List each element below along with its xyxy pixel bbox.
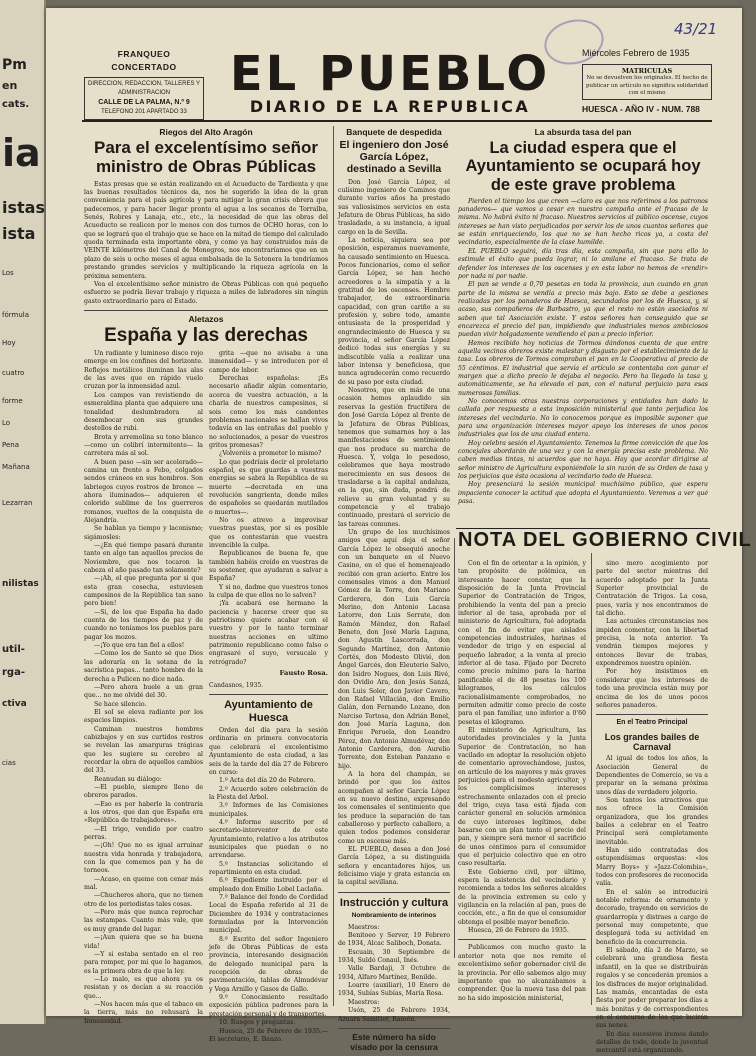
paragraph: Escuain, 30 Septiembre de 1934, Suldó Conaul, Inés. — [338, 948, 450, 965]
column-middle — [338, 126, 450, 1052]
stub-frag: Los — [2, 269, 14, 277]
stub-frag: nilistas — [2, 579, 39, 589]
paragraph: Vea el excelentísimo señor ministro de Obras Públicas con qué pequeño esfuerzo se podría llevar trabajo y riqueza a miles de labradores sin ningún gasto extraordinario para el Estado. — [84, 280, 328, 305]
paragraph: —Eso es por haberle la contraria a los otros, que dan que España era «República de trabajadores». — [84, 800, 203, 825]
article-body — [458, 198, 708, 507]
paragraph: Lo que podríais decir el proletario español, es que guardas a vuestras energías se sabrá la República de su muerte —decretada en una revolución sangrienta, donde miles de españoles se quedarán mutilados o muertos—. — [209, 458, 328, 516]
issue-date: Miércoles Febrero de 1935 — [582, 48, 690, 58]
kicker: Aletazos — [188, 313, 224, 324]
paragraph: Estas presas que se están realizando en el Acueducto de Tardienta y que las buenas resultados técnicos da, nos he sugerido la idea de la gran conveniencia para el país agrícola y para mitigar la gran crisis obrera que padecemos, y para hacer llegar pronto el agua a los secanos de Torralba, Senés, Robres y Lanaja, etc., etc., la necesidad de que las obras del Acueducto se realicen por lo menos con dos turnos de OCHO horas, con lo que se logrará que el trabajo que se hace en la mitad de tiempo del calculado queda terminada esta importante obra, y como ya hay construidos más de VEINTE kilómetros del Canal de Monegros, nos encontraríamos que en un plazo de seis u ocho meses el agua embalsada de la Sotonera la tendríamos prestando grandes servicios y multiplicando la riqueza agrícola en la próxima sementera. — [84, 180, 328, 280]
paragraph: El pan se vende a 0,70 pesetas en toda la provincia, aun cuando en gran parte de la misma se vendía a precio más bajo. Esto se debe a gestiones realizadas por los panaderos de Huesca, secundados por los de Huesca, y, si acaso, sus compañeros de Barbastro, ya que el resto no están asociados ni saben que tal Asociación existe. Y estos señores han conseguido que se encarezca el precio del pan, impidiendo que industriales menos ambiciosos puedan vivir holgadamente vendiendo el pan a precio inferior. — [458, 281, 708, 339]
paragraph: Los campos van revistiendo de esmeraldina planta que adquiere una tonalidad deslumbradora al desembocar con sus grandes destellos de rubí. — [84, 391, 203, 433]
paragraph: 7.º Balance del fondo de Cordidad Local de España referido al 31 de Diciembre de 1934 y contrataciones formuladas por la Intervención municipal. — [209, 894, 328, 935]
newspaper-page — [46, 8, 752, 1055]
paragraph: 3.º Informes de las Comisiones municipales. — [209, 802, 328, 818]
headline: España y las derechas — [104, 325, 308, 347]
paragraph: En días sucesivos iremos dando detalles de todo, donde la juventud mercantil está organizando. — [596, 1030, 708, 1055]
paragraph: Benitoeo y Server, 19 Febrero de 1934, Alcac Saliboch, Donata. — [338, 932, 450, 948]
paragraph: 6.º Expediente instruido por el empleado don Emilio Lobel Laclaña. — [209, 877, 328, 893]
paragraph: A la hora del champán, se brindó por que los éxitos acompañen al señor García López en su nuevo destino, expresando los comensales el sentimiento que les produce la separación de tan caballeroso y perfecto caballero, a quien todos podemos considerar como un oscense más. — [338, 770, 450, 845]
adjacent-page-stub — [0, 0, 46, 1024]
stub-frag: ista — [2, 224, 36, 243]
paragraph: No conocemos otras nuestras corporaciones y entidades han dado la callada por respuesta a esta imposición ministerial que tanto perjudica los intereses del vecindario. No lo conocemos porque es imposible suponer que para una organización intereses mayor apoyo los intereses de unos pocos industriales que los de una ciudad entera. — [458, 398, 708, 439]
paragraph: —El pueblo, siempre lleno de obreros parados. — [84, 783, 203, 800]
paragraph: Republicanos de buena fe, que también habéis creído en vuestras de su sostener, que ayudaran a salvar a España? — [209, 550, 328, 583]
stub-frag: cats. — [2, 99, 30, 110]
paragraph: Valle Bardaji, 3 Octubre de 1934, Alfaro Martínez, Benilde. — [338, 965, 450, 981]
paragraph: Este Gobierno civil, por último, espera la asistencia del vecindario y recomienda a todos los señores alcaldes de la provincia extremen su celo y vigilancia en la relación al pan, pues de cocción, etc., a fin de que el consumidor obtenga el posible mayor beneficio. — [458, 868, 586, 926]
censorship-notice: Este número ha sido visado por la censura — [350, 1031, 438, 1052]
kicker: Riegos del Alto Aragón — [159, 127, 253, 137]
stub-frag: forme — [2, 397, 23, 405]
notice-box — [582, 64, 712, 100]
paragraph: Las actuales circunstancias nos impiden comentar, con la libertad precisa, la nota anterior. Ya vendrán tiempos mejores y entonces llevar de trabas, expondremos nuestra opinión. — [596, 618, 708, 668]
headline: La ciudad espera que el Ayuntamiento se ocupará hoy de este grave problema — [465, 139, 701, 194]
paragraph: Usón, 25 de Febrero 1934, Azuara Samitier, Ramón. — [338, 1007, 450, 1023]
paragraph: —Pero ahora huele a un gran que... no me olvidé del 30. — [84, 683, 203, 700]
subcolumn — [84, 350, 203, 1030]
paragraph: 8.º Escrito del señor Ingeniero jefe de Obras Públicas de esta provincia, interesando designación de delegado municipal para la recepción de obras de pavimentación, tablas de Almudévar y Vega Arnillo y Gasos de Gallo. — [209, 935, 328, 993]
newspaper-subtitle: DIARIO DE LA REPUBLICA — [249, 97, 531, 116]
masthead — [46, 8, 742, 120]
paragraph: —¡Ah, el que pregunta por si que esta gran cosecha, estuviesen campesinos de la República tan sano pero bien! — [84, 575, 203, 608]
paragraph: El ministerio de Agricultura, las autoridades provinciales y la Junta Superior de Contratación, no han vacilado en adoptar la resolución objeto de comentario aprovechándose, justos, en artículo de los mayores y más graves perjuicios para el modesto agricultor, y los complicísimos intereses estrechamente enlazados con el precio del trigo, cuya tasa está fijada con carácter general en solución armónica de cuyo intereses legítimos, debe basarse con un plan tanto el precio del pan, y siempre será menor el sacrificio de unos céntimos para el consumidor que el perjuicio colectivo que en otro caso resultaría. — [458, 726, 586, 868]
stub-frag: en — [2, 79, 18, 92]
headline: Instrucción y cultura — [339, 896, 449, 909]
masthead-right-info — [582, 48, 712, 114]
stub-frag: Mañana — [2, 463, 30, 471]
dateline: Candasnos, 1935. — [209, 681, 264, 689]
paragraph: Son tantos los atractivos que nos ofrece la Comisión organizadora, que los grandes bailes a celebrar en el Teatro Principal será completamente inevitable. — [596, 796, 708, 846]
paragraph: —¡Yo que era tan fiel a ellos! — [94, 642, 185, 650]
paragraph: Se hablan ya tiempo y laconismo; sigámosles: — [84, 525, 203, 541]
paragraph: Nosotros, que en más de una ocasión hemos aplaudido sin reservas la gestión fructífera de don José García López al frente de la Jefatura de Obras Públicas, tenemos que sumarnos hoy a las manifestaciones de sentimiento que nos produce su marcha de Huesca. Y, volga lo pesedoso, celebramos que haya mostrado merecimiento en sus deseos de trasladarse a la capital andaluza, en la que, sin duda, pondrá de relieve su gran voluntad y su competencia y el trabajo continuado, prestará el servicio de las tareas comunes. — [338, 387, 450, 528]
column-divider — [333, 126, 334, 1006]
address-line: ADMINISTRACION — [117, 89, 170, 96]
paragraph: Reanudan su diálogo: — [94, 775, 162, 783]
article-columns — [84, 350, 328, 1043]
paragraph: —Nos hacen más que el tabaco en la tierra, más no rehusará la Inmensidad. — [84, 1000, 203, 1025]
paragraph: —Chucheros ahora, que no tienen otro de los periodistas tales cosas. — [84, 892, 203, 908]
column-right-top — [458, 126, 708, 538]
column-divider — [591, 553, 592, 1005]
handwritten-number: 43/21 — [674, 20, 718, 38]
stub-frag: istas — [2, 198, 45, 217]
divider — [209, 694, 328, 695]
paragraph: ¡Ya acabará ese hermano la paciencia y hacerse creer que su patriotismo quiere acabar con el vuestro y por lo tanto terminar nuestras acciones en ultimo patrimonio republicano como falso o engrasaré el suyo, versucale y retrógrado? — [209, 600, 328, 666]
column-divider — [454, 538, 455, 958]
paragraph: La noticia, siquiera sea por oposición, esperamos nuevamente, ha causado sentimiento en Huesca. Pocos funcionarios, como el señor García López, se han hecho acreedores a la simpatía y a la gratitud de los oscenses. Hombre trabajador, de extraordinaria capacidad, con gran cariño a su profesión y, sobre todo, amante entusiasta de la prosperidad y engrandecimiento de Huesca y su provincia, el señor García López dedicó todas sus energías y su indiscutible valía a realizar una labor intensa y beneficiosa, que nunca agradecerán como recuerdo de su paso por esta ciudad. — [338, 236, 450, 386]
paragraph: Y si no, dadme que vuestros tonos la culpa de que ellos no lo salven? — [209, 583, 328, 600]
paragraph: Orden del día para la sesión ordinaria en primera convocatoria que celebrará el excelentísimo Ayuntamiento de esta ciudad, a las seis de la tarde del día 27 de Febrero en curso: — [209, 727, 328, 776]
paragraph: —Como los de Santo sé que Dios las adoraría en la sotana de la sacrística papas... tanto hombre de la derecha a Pulicen no dice nada. — [84, 650, 203, 683]
paragraph: grita —que no avisaba a una inmensidad— y se introducen por el campo de labor. — [209, 350, 328, 374]
paragraph: Huesca, 26 de Febrero de 1935. — [468, 927, 569, 935]
headline: Los grandes bailes de Carnaval — [604, 731, 700, 752]
paragraph: Maestros: — [348, 923, 380, 931]
paragraph: El sol se eleva radiante por los espacios limpios. — [84, 708, 203, 725]
divider — [458, 939, 586, 940]
stub-frag: util- — [2, 644, 25, 655]
paragraph: EL PUEBLO, desea a don José García López, a su distinguida señora y encantadores hijos, un felicísimo viaje y grata estancia en la capital sevillana. — [338, 846, 450, 887]
paragraph: Brota y arremolina su tono blanco —como un colibrí intermitente— la carretera más al sol. — [84, 433, 203, 458]
stub-frag: Pm — [2, 57, 27, 73]
headline: Para el excelentísimo señor ministro de Obras Públicas — [94, 138, 318, 177]
paragraph: 4.º Informe suscrito por el secretario-interventor de este Ayuntamiento, relativo a los atributos municipales que puedan o no arrendarse. — [209, 818, 328, 860]
address-box — [84, 77, 204, 121]
paragraph: Al igual de todos los años, la Asociación General de Dependientes de Comercio, se va a preparar en la semana próxima unos días de verdadero jolgorio. — [596, 755, 708, 796]
paragraph: —Si, de los que España ha dado cuenta de los tiempos de paz y de cuando no teníamos los pueblos para pagar los mozos. — [84, 608, 203, 641]
headline: NOTA DEL GOBIERNO CIVIL — [458, 529, 752, 551]
stub-frag: rga- — [2, 667, 25, 678]
signature: Fausto Rosa. — [279, 669, 328, 678]
stub-frag: Pena — [2, 441, 20, 449]
paragraph: 1.º Acta del día 20 de Febrero. — [219, 777, 316, 785]
paragraph: A buen paso —sin ser acelerado— camina un frente a Febo, colgados sendos cráneos en sus hombros. Son labriegos cuyos rostros de bronce —ahora iluminados— adquieren el colorido sublime de los guerreros romanos, vueltos de la conquista de Alejandría. — [84, 458, 203, 524]
gobierno-title-box — [458, 529, 752, 556]
paragraph: Caminan nuestros hombres cabizbajos y en sus curtidos rostros se revelan las amarguras trágicas que les sugiere su cerebro al recordar la obra de aquellos cambios del 33. — [84, 725, 203, 775]
stub-frag: cias — [2, 759, 16, 767]
kicker: En el Teatro Principal — [616, 719, 688, 727]
paragraph: 10. Ruegos y preguntas. — [219, 1019, 296, 1027]
paragraph: —El trigo, vendido por cuatro perras. — [84, 825, 203, 842]
paragraph: Don José García López, el culísimo ingeniero de Caminos que durante varios años ha prestado sus valiosísimos servicios en esta Jefatura de Obras Públicas, ha sido trasladado, a su instancia, a igual cargo en la de Sevilla. — [338, 178, 450, 236]
stub-frag: ctiva — [2, 699, 27, 709]
paragraph: Hemos recibido hoy noticias de Tormos dándonos cuenta de que entre aquella vecinos obreros existe malestar y disgusto por el establecimiento de la tasa. Los obreros de Tormos compraban el pan en la Cooperativa al precio de 55 céntimos. El industrial que servía el artículo se contentaba con ganar el margen que a dicho precio le dejaba el negocio. Pero ha llegado la tasa y, automáticamente, se ha elevado el pan, con el natural perjuicio para esas numerosas familias. — [458, 339, 708, 397]
kicker: Banquete de despedida — [346, 127, 442, 137]
stub-frag: ia — [2, 131, 41, 175]
paragraph: —Lo malo, es que ahora ya os resistan y os decían a su reacción que... — [84, 975, 203, 1000]
paragraph: sino mero acogimiento por parte del sector mientras del acuerdo adoptado por la Junta Superior provincial de Contratación de Trigos. La cosa, pues, varía y nos encontramos de tal dicho. — [596, 560, 708, 618]
divider — [338, 1028, 450, 1029]
address-line: DIRECCION, REDACCION, TALLERES Y — [87, 80, 201, 87]
stub-frag: Lezarran — [2, 499, 33, 507]
paragraph: —¡Aun quiera que se ha buena vida! — [84, 934, 203, 950]
gobierno-col-b — [596, 560, 708, 1055]
paragraph: ¿Volveréis a prometer lo mismo? — [219, 450, 322, 458]
address-line: CALLE DE LA PALMA, N.º 9 — [98, 98, 190, 106]
paragraph: Un grupo de los muchísimos amigos que aquí deja el señor García López le obsequió anoche con un banquete en el Nuevo Casino, en el que el homenajeado recibió con gran acierto. Entre los comensales vimos a don Manuel Gómez de la Torre, don Mariano Carderera, don Luis García Merino, don Antonio Lacasa Latorre, don Luis Serrate, don Ramón Méndez, don Rafael Beneto, don José María Laguna, don Agustín Lascorrada, don Segundo Martínez, don Antonio Cortés, don Modesto Olivié, don Ángel Garcés, don Eleuterio Salvo, don Isidro Nogues, don Luis Rivé, don Ovidio Ara, don Jesús Sanzá, don Luis Soler, don Javier Cavero, don Rafael Villacián, don Emilio Galán, don Fernando Lozano, don Narciso Tortosa, don Adrián Bonel, don José María Laguna, don Enrique Peruela, don Leandro Pérez, don Antonio Almudévar, don Antonio Carderera, don Aurelio Torrente, don Esteban Panzano e hijo. — [338, 528, 450, 770]
newspaper-title: EL PUEBLO — [229, 46, 551, 102]
paragraph: EL PUEBLO seguirá, día tras día, esta campaña, sin que para ello lo estimule el éxito que pueda lograr, ni lo amilane el fracaso. Se trata de defender los intereses de los oscenses y en esta labor no hemos de «rendir» por nada ni por nadie. — [458, 247, 708, 280]
address-line: TELEFONO 201 APARTADO 33 — [101, 109, 187, 115]
paragraph: —Y si estaba sentado en el reo para romper, por mi que lo hagamos, es la primera obra de que la ley. — [84, 950, 203, 975]
paragraph: Derechas españolas: ¡Es necesario añadir algún comentario, acerca de vuestra actuación, a la charla de nuestros campesinos, si sois como los más candentes problemas nacionales se hallan vivos todavía en las entrañas del pueblo y no solucionados, a pesar de vuestros gritos promesas? — [209, 375, 328, 449]
gobierno-col-a — [458, 560, 586, 1006]
paragraph: Por hoy insistimos en considerar que los intereses de todo una provincia están muy por encima de los de unos pocos señores panaderos. — [596, 668, 708, 709]
paragraph: 9.º Conocimiento resultado exposición pública padrones para la prestación personal y de transportes. — [209, 994, 328, 1018]
stub-frag: Hoy — [2, 339, 16, 347]
paragraph: Pierden el tiempo los que creen —claro es que nos referimos a los patronos panaderos— que vamos a cesar en nuestra campaña ante el fracaso de la misma. No habrá éxito ni fracaso. Nuestros servicios al público oscense, cuyos intereses se han visto perjudicados por servir los de unos cuantos señores que se están enriqueciendo, los que no se han hecho ricos ya, a costa del vecindario, especialmente de la clase humilde. — [458, 197, 708, 247]
paragraph: Con el fin de orientar a la opinión, y tan propósito de polémica, en interesante hacer constar, que la disposición de la Junta Provincial Superior de Contratación de Trigos, prohibiendo la venta del pan a precio inferior al de tasa, aprobada por el ministerio de Agricultura, fué adoptada con el fin de evitar que aislados competencias industriales, harinas el vendedor de trigo y en especial al pequeño labrador, a la venta al precio inferior al de tasa. Fijado por Decreto como precio mínimo para la harina panificable el de 48 pesetas los 100 kilogramos, los cálculos racionalísimamente comprobados, no permiten admitir como precio de coste para el pan familiar, uno inferior a 0'60 pesetas el kilogramo. — [458, 560, 586, 726]
paragraph: —Pero más que nunca reprochar las estampas. Cuanto más vale, que es muy grande del lugar. — [84, 909, 203, 933]
paragraph: El sábado, día 2 de Marzo, se celebrará una grandiosa fiesta infantil, en la que se distribuirán regalos y se concederán premios a los disfraces de mejor originalidad. Las mamás, encantadas de esta fiesta por poder preparar los días a más bonitas y de correspondientes en el concurso de los que lucirán sus nenes. — [596, 947, 708, 1030]
kicker: La absurda tasa del pan — [534, 127, 632, 137]
masthead-rule — [82, 120, 712, 122]
paragraph: No os atrevo a improvisar vuestras puestas, por si es posible que os contestarán que vuestra invencible la culpa. — [209, 516, 328, 550]
divider — [338, 892, 450, 893]
divider — [84, 310, 328, 311]
paragraph: —¿En qué tiempo pasará durante tanto en algo tan aquellos precios de Noviembre, que nos tocaron la cabeza el año pasado tan solamente? — [84, 542, 203, 575]
stub-frag: cuatro — [2, 369, 25, 377]
notice-text: No se devuelven los originales. El hecho de publicar un artículo no significa solidaridad con el mismo — [586, 75, 708, 96]
notice-title: MATRICULAS — [621, 67, 673, 75]
franqueo-label: FRANQUEO CONCERTADO — [111, 49, 177, 72]
paragraph: Hoy presenciará la sesión municipal muchísimo público, que espera impaciente conocer la actitud que adopta el Ayuntamiento. Veremos a ver qué pasa. — [458, 481, 708, 506]
edition-info: HUESCA - AÑO IV - NUM. 788 — [582, 103, 700, 114]
paragraph: Han sido contratadas dos estupendísimas orquestas: «los Marry Boys» y «Jazz-Colombia», todos con profesores de reconocida valía. — [596, 847, 708, 888]
column-left — [84, 126, 328, 1043]
paragraph: En el salón se introducirá notable reforma: de ornamento y decorado, trayendo en servicios de guardarropía y distraes a cargo de personal muy competente, que desplegará toda su actividad en beneficio de la concurrencia. — [596, 888, 708, 946]
paragraph: Loarre (auxiliar), 10 Enero de 1934, Subías Subías, María Rosa. — [338, 982, 450, 998]
paragraph: Un radiante y luminoso disco rojo emerge en los confines del horizonte. Reflejos metálicos iluminan las alas de las aves que en rápido vuelo cruzan por la inmensidad azul. — [84, 350, 203, 391]
paragraph: 2.º Acuerdo sobre celebración de la Fiesta del Árbol. — [209, 785, 328, 801]
divider — [596, 714, 708, 715]
headline: El ingeniero don José García López, destinado a Sevilla — [339, 139, 449, 176]
paragraph: —¡Oh! Que no es igual arruinar nuestra vida honrada y trabajadora, con la que comemos pan y ha de torneos. — [84, 842, 203, 875]
subcolumn — [209, 350, 328, 1043]
paragraph: Publicamos con mucho gusto la anterior nota que nos remite el excelentísimo señor gobernador civil de la provincia. Por ello sabemos algo muy importante que no alcanzábamos a comprender. Que la nueva tasa del pan no ha sido imposición ministerial, — [458, 944, 586, 1002]
paragraph: Huesca, 25 de Febrero de 1935.—El secretario, E. Banzo. — [209, 1027, 328, 1043]
stub-frag: Lo — [2, 419, 11, 427]
stub-frag: fórmula — [2, 311, 29, 319]
masthead-left-info — [84, 48, 204, 120]
headline: Ayuntamiento de Huesca — [224, 698, 313, 724]
paragraph: —Acaso, en queme con cenar más mal. — [84, 875, 203, 892]
kicker: Nombramiento de interinos — [351, 912, 437, 920]
newspaper-logo — [210, 46, 570, 116]
paragraph: Hoy celebra sesión el Ayuntamiento. Tenemos la firme convicción de que los concejales abordarán de una vez y con la energía precisa este problema. No caben medias tintas, ni acuerdos que no haya. Hay que acordar dirigirse al señor ministro de Agricultura exponiéndole la sin razón de su Orden de tasa y los perjuicios que ésta ocasiona al vecindario todo de Huesca. — [458, 439, 708, 481]
paragraph: Maestros: — [348, 998, 380, 1006]
paragraph: Se hace silencio. — [94, 700, 147, 708]
paragraph: 5.º Instancias solicitando el repartimiento en esta ciudad. — [209, 860, 328, 876]
